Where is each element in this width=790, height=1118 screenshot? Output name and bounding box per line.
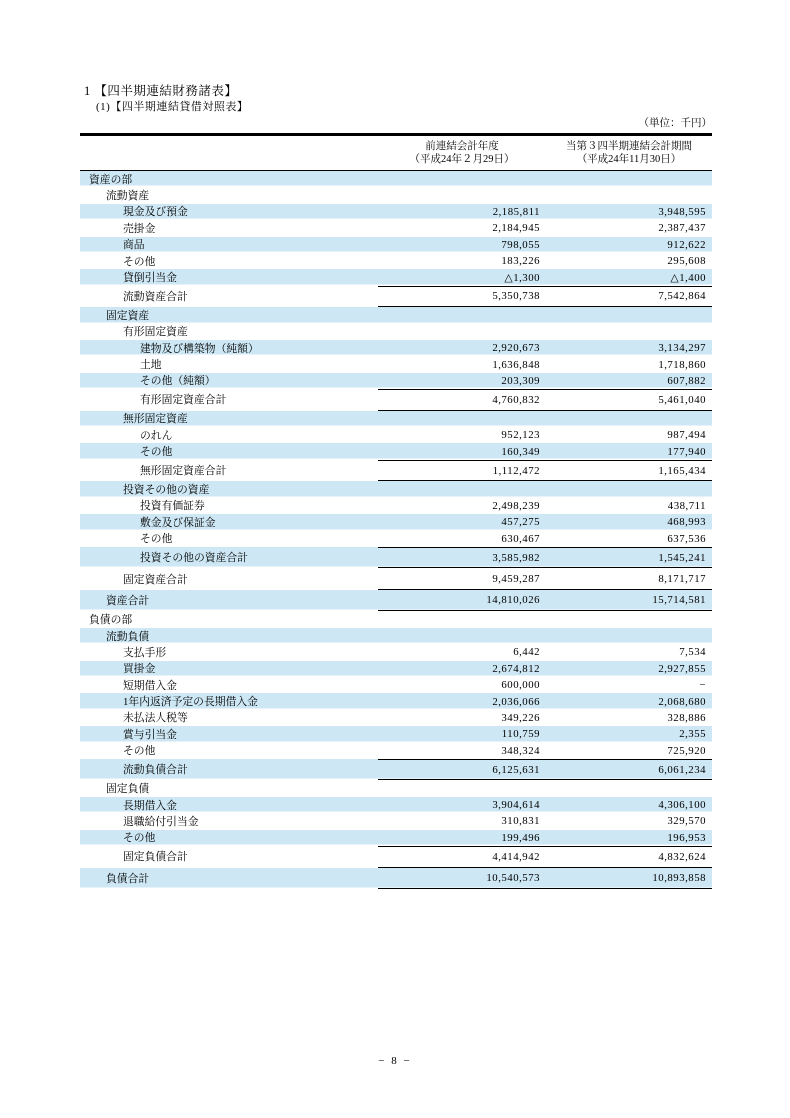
row-label: 買掛金 — [123, 663, 156, 676]
table-row — [80, 547, 712, 569]
table-row — [80, 373, 712, 389]
table-row — [80, 813, 712, 829]
row-label: 建物及び構築物（純額） — [140, 342, 259, 355]
table-row — [80, 307, 712, 323]
row-values — [378, 443, 712, 459]
table-row — [80, 628, 712, 644]
row-values — [378, 677, 712, 693]
table-row — [80, 324, 712, 340]
row-value-current-period: 7,542,864 — [658, 290, 706, 303]
row-value-current-period: 725,920 — [667, 744, 706, 757]
row-values — [378, 514, 712, 530]
table-row — [80, 797, 712, 813]
row-value-current-period — [540, 307, 712, 323]
row-values — [378, 611, 712, 627]
header-spacer — [80, 136, 378, 170]
row-label: 有形固定資産 — [123, 326, 188, 339]
row-value-current-period: 468,993 — [667, 516, 706, 529]
table-row — [80, 590, 712, 612]
table-row — [80, 568, 712, 590]
row-value-prev-period: 2,920,673 — [492, 342, 540, 355]
balance-sheet-table — [80, 133, 712, 889]
row-value-prev-period — [378, 171, 540, 187]
row-value-current-period: 328,886 — [667, 711, 706, 724]
row-label: 無形固定資産 — [123, 413, 188, 426]
row-label: 長期借入金 — [123, 799, 177, 812]
row-value-prev-period: 2,674,812 — [492, 662, 540, 675]
row-value-current-period: 196,953 — [667, 831, 706, 844]
row-value-prev-period: 199,496 — [501, 831, 540, 844]
row-value-current-period: 6,061,234 — [658, 763, 706, 776]
row-value-prev-period: 5,350,738 — [492, 290, 540, 303]
row-value-current-period: − — [699, 679, 706, 692]
row-label: その他 — [123, 745, 156, 758]
table-row — [80, 286, 712, 308]
table-row — [80, 443, 712, 459]
table-row — [80, 498, 712, 514]
table-row — [80, 759, 712, 781]
table-row — [80, 710, 712, 726]
row-value-prev-period: 2,498,239 — [492, 499, 540, 512]
row-label: 現金及び預金 — [123, 206, 188, 219]
row-values — [378, 340, 712, 356]
table-row — [80, 743, 712, 759]
row-value-current-period: 7,534 — [679, 646, 706, 659]
row-label: 支払手形 — [123, 646, 167, 659]
row-value-current-period: 8,171,717 — [658, 572, 706, 585]
row-value-prev-period — [378, 481, 540, 497]
row-label: 短期借入金 — [123, 679, 177, 692]
row-label: 流動資産合計 — [123, 290, 188, 303]
row-value-prev-period: 4,414,942 — [492, 850, 540, 863]
row-label: 売掛金 — [123, 222, 156, 235]
row-value-prev-period — [378, 307, 540, 323]
row-value-current-period: 3,948,595 — [658, 205, 706, 218]
column-header-current-line2: （平成24年11月30日） — [576, 154, 682, 165]
row-value-prev-period — [378, 628, 540, 644]
row-value-current-period: 987,494 — [667, 429, 706, 442]
row-label: 有形固定資産合計 — [140, 394, 227, 407]
row-value-prev-period — [378, 187, 540, 203]
row-value-prev-period: 10,540,573 — [486, 871, 540, 884]
row-values — [378, 780, 712, 796]
row-label: 流動負債合計 — [123, 764, 188, 777]
table-row — [80, 644, 712, 660]
row-values — [378, 427, 712, 443]
row-value-prev-period: 203,309 — [501, 374, 540, 387]
table-row — [80, 514, 712, 530]
row-values — [378, 813, 712, 829]
table-row — [80, 830, 712, 846]
row-value-current-period: 607,882 — [667, 374, 706, 387]
row-values — [378, 590, 712, 612]
column-header-prev-line2: （平成24年２月29日） — [409, 154, 515, 165]
row-value-current-period — [540, 324, 712, 340]
row-values — [378, 868, 712, 890]
column-header-prev-period — [378, 136, 546, 170]
row-value-prev-period: 3,585,982 — [492, 551, 540, 564]
row-values — [378, 743, 712, 759]
row-label: 流動負債 — [106, 630, 150, 643]
row-value-current-period: △1,400 — [670, 272, 706, 285]
table-row — [80, 661, 712, 677]
table-row — [80, 356, 712, 372]
row-label: 土地 — [140, 359, 162, 372]
row-label: 退職給付引当金 — [123, 815, 199, 828]
row-label: 固定負債合計 — [123, 851, 188, 864]
table-row — [80, 340, 712, 356]
row-value-prev-period: 600,000 — [501, 679, 540, 692]
row-values — [378, 531, 712, 547]
row-label: 未払法人税等 — [123, 712, 188, 725]
row-values — [378, 373, 712, 389]
row-values — [378, 269, 712, 285]
balance-sheet-subtitle: (1)【四半期連結貸借対照表】 — [96, 101, 249, 113]
row-value-prev-period: 14,810,026 — [486, 594, 540, 607]
row-value-current-period: 1,718,860 — [658, 358, 706, 371]
row-value-prev-period — [378, 324, 540, 340]
row-values — [378, 846, 712, 868]
row-value-prev-period: 1,636,848 — [492, 358, 540, 371]
row-value-prev-period: 3,904,614 — [492, 799, 540, 812]
row-values — [378, 710, 712, 726]
row-value-prev-period — [378, 411, 540, 427]
row-label: その他 — [123, 832, 156, 845]
row-value-current-period — [540, 611, 712, 627]
row-value-current-period: 15,714,581 — [652, 594, 706, 607]
row-value-current-period: 2,927,855 — [658, 662, 706, 675]
row-value-current-period: 4,832,624 — [658, 850, 706, 863]
row-values — [378, 389, 712, 411]
row-value-current-period — [540, 628, 712, 644]
row-values — [378, 307, 712, 323]
row-value-current-period — [540, 481, 712, 497]
row-value-prev-period: 457,275 — [501, 516, 540, 529]
table-row — [80, 253, 712, 269]
row-label: その他 — [140, 533, 173, 546]
row-value-prev-period: 110,759 — [501, 728, 540, 741]
table-row — [80, 677, 712, 693]
row-label: 負債合計 — [106, 872, 150, 885]
table-row — [80, 481, 712, 497]
page-number: − 8 − — [378, 1055, 412, 1067]
row-values — [378, 286, 712, 308]
row-value-current-period: 2,355 — [679, 728, 706, 741]
row-label: 固定資産 — [106, 309, 150, 322]
row-value-prev-period: 349,226 — [501, 711, 540, 724]
row-label: 固定負債 — [106, 783, 150, 796]
row-label: 投資その他の資産合計 — [140, 552, 248, 565]
row-value-current-period: 438,711 — [667, 499, 706, 512]
row-value-current-period: 5,461,040 — [658, 393, 706, 406]
row-value-current-period: 1,545,241 — [658, 551, 706, 564]
row-label: 賞与引当金 — [123, 728, 177, 741]
row-values — [378, 797, 712, 813]
row-value-prev-period: △1,300 — [504, 272, 540, 285]
row-value-current-period — [540, 187, 712, 203]
row-values — [378, 237, 712, 253]
table-row — [80, 171, 712, 187]
row-values — [378, 204, 712, 220]
row-value-prev-period: 1,112,472 — [492, 464, 540, 477]
row-value-prev-period: 6,125,631 — [492, 763, 540, 776]
row-value-prev-period — [378, 780, 540, 796]
row-value-prev-period: 348,324 — [501, 744, 540, 757]
row-label: 資産合計 — [106, 595, 150, 608]
row-values — [378, 568, 712, 590]
row-value-prev-period: 2,185,811 — [492, 205, 540, 218]
row-values — [378, 356, 712, 372]
row-label: その他 — [140, 446, 173, 459]
row-value-current-period: 10,893,858 — [652, 871, 706, 884]
table-row — [80, 531, 712, 547]
table-row — [80, 780, 712, 796]
row-label: 資産の部 — [89, 173, 133, 186]
row-values — [378, 411, 712, 427]
column-header-current-line1: 当第３四半期連結会計期間 — [566, 140, 692, 152]
row-values — [378, 830, 712, 846]
row-label: 貸倒引当金 — [123, 272, 177, 285]
row-value-prev-period — [378, 611, 540, 627]
table-row — [80, 411, 712, 427]
row-label: 流動資産 — [106, 190, 150, 203]
row-value-prev-period: 952,123 — [501, 429, 540, 442]
row-values — [378, 171, 712, 187]
row-values — [378, 693, 712, 709]
row-label: 投資その他の資産 — [123, 484, 210, 497]
row-values — [378, 253, 712, 269]
row-values — [378, 644, 712, 660]
table-row — [80, 389, 712, 411]
row-values — [378, 726, 712, 742]
row-values — [378, 481, 712, 497]
row-value-prev-period: 310,831 — [501, 815, 540, 828]
row-value-prev-period: 2,184,945 — [492, 222, 540, 235]
table-row — [80, 237, 712, 253]
row-value-current-period — [540, 171, 712, 187]
row-value-prev-period: 2,036,066 — [492, 695, 540, 708]
row-value-prev-period: 183,226 — [501, 255, 540, 268]
row-values — [378, 324, 712, 340]
row-value-current-period: 912,622 — [667, 238, 706, 251]
row-values — [378, 661, 712, 677]
table-row — [80, 693, 712, 709]
row-value-prev-period: 630,467 — [501, 532, 540, 545]
row-value-current-period — [540, 780, 712, 796]
row-value-prev-period: 6,442 — [513, 646, 540, 659]
column-header-current-period — [546, 136, 712, 170]
row-values — [378, 628, 712, 644]
row-value-prev-period: 160,349 — [501, 445, 540, 458]
row-label: その他（純額） — [140, 375, 216, 388]
row-value-current-period: 1,165,434 — [658, 464, 706, 477]
statement-title: 1 【四半期連結財務諸表】 — [84, 84, 238, 98]
row-value-prev-period: 4,760,832 — [492, 393, 540, 406]
row-label: のれん — [140, 429, 173, 442]
unit-label: （単位：千円） — [638, 118, 712, 129]
row-label: 敷金及び保証金 — [140, 516, 216, 529]
row-value-current-period — [540, 411, 712, 427]
table-row — [80, 846, 712, 868]
row-value-current-period: 295,608 — [667, 255, 706, 268]
row-label: 投資有価証券 — [140, 500, 205, 513]
table-row — [80, 269, 712, 285]
row-value-current-period: 329,570 — [667, 815, 706, 828]
row-value-current-period: 4,306,100 — [658, 799, 706, 812]
row-value-current-period: 177,940 — [667, 445, 706, 458]
table-row — [80, 611, 712, 627]
row-values — [378, 547, 712, 569]
table-row — [80, 427, 712, 443]
row-values — [378, 498, 712, 514]
row-label: その他 — [123, 255, 156, 268]
row-label: 無形固定資産合計 — [140, 465, 227, 478]
table-row — [80, 868, 712, 890]
row-values — [378, 460, 712, 482]
table-header — [80, 133, 712, 171]
row-values — [378, 220, 712, 236]
table-row — [80, 204, 712, 220]
row-value-prev-period: 798,055 — [501, 238, 540, 251]
row-label: 1年内返済予定の長期借入金 — [123, 696, 258, 709]
row-value-current-period: 637,536 — [667, 532, 706, 545]
row-value-current-period: 2,387,437 — [658, 222, 706, 235]
table-row — [80, 187, 712, 203]
table-row — [80, 460, 712, 482]
row-values — [378, 759, 712, 781]
table-row — [80, 726, 712, 742]
row-value-current-period: 3,134,297 — [658, 342, 706, 355]
table-row — [80, 220, 712, 236]
row-values — [378, 187, 712, 203]
row-label: 固定資産合計 — [123, 573, 188, 586]
column-header-prev-line1: 前連結会計年度 — [425, 140, 499, 152]
row-label: 商品 — [123, 239, 145, 252]
balance-sheet-rows — [80, 171, 712, 889]
row-label: 負債の部 — [89, 614, 133, 627]
row-value-current-period: 2,068,680 — [658, 695, 706, 708]
row-value-prev-period: 9,459,287 — [492, 572, 540, 585]
